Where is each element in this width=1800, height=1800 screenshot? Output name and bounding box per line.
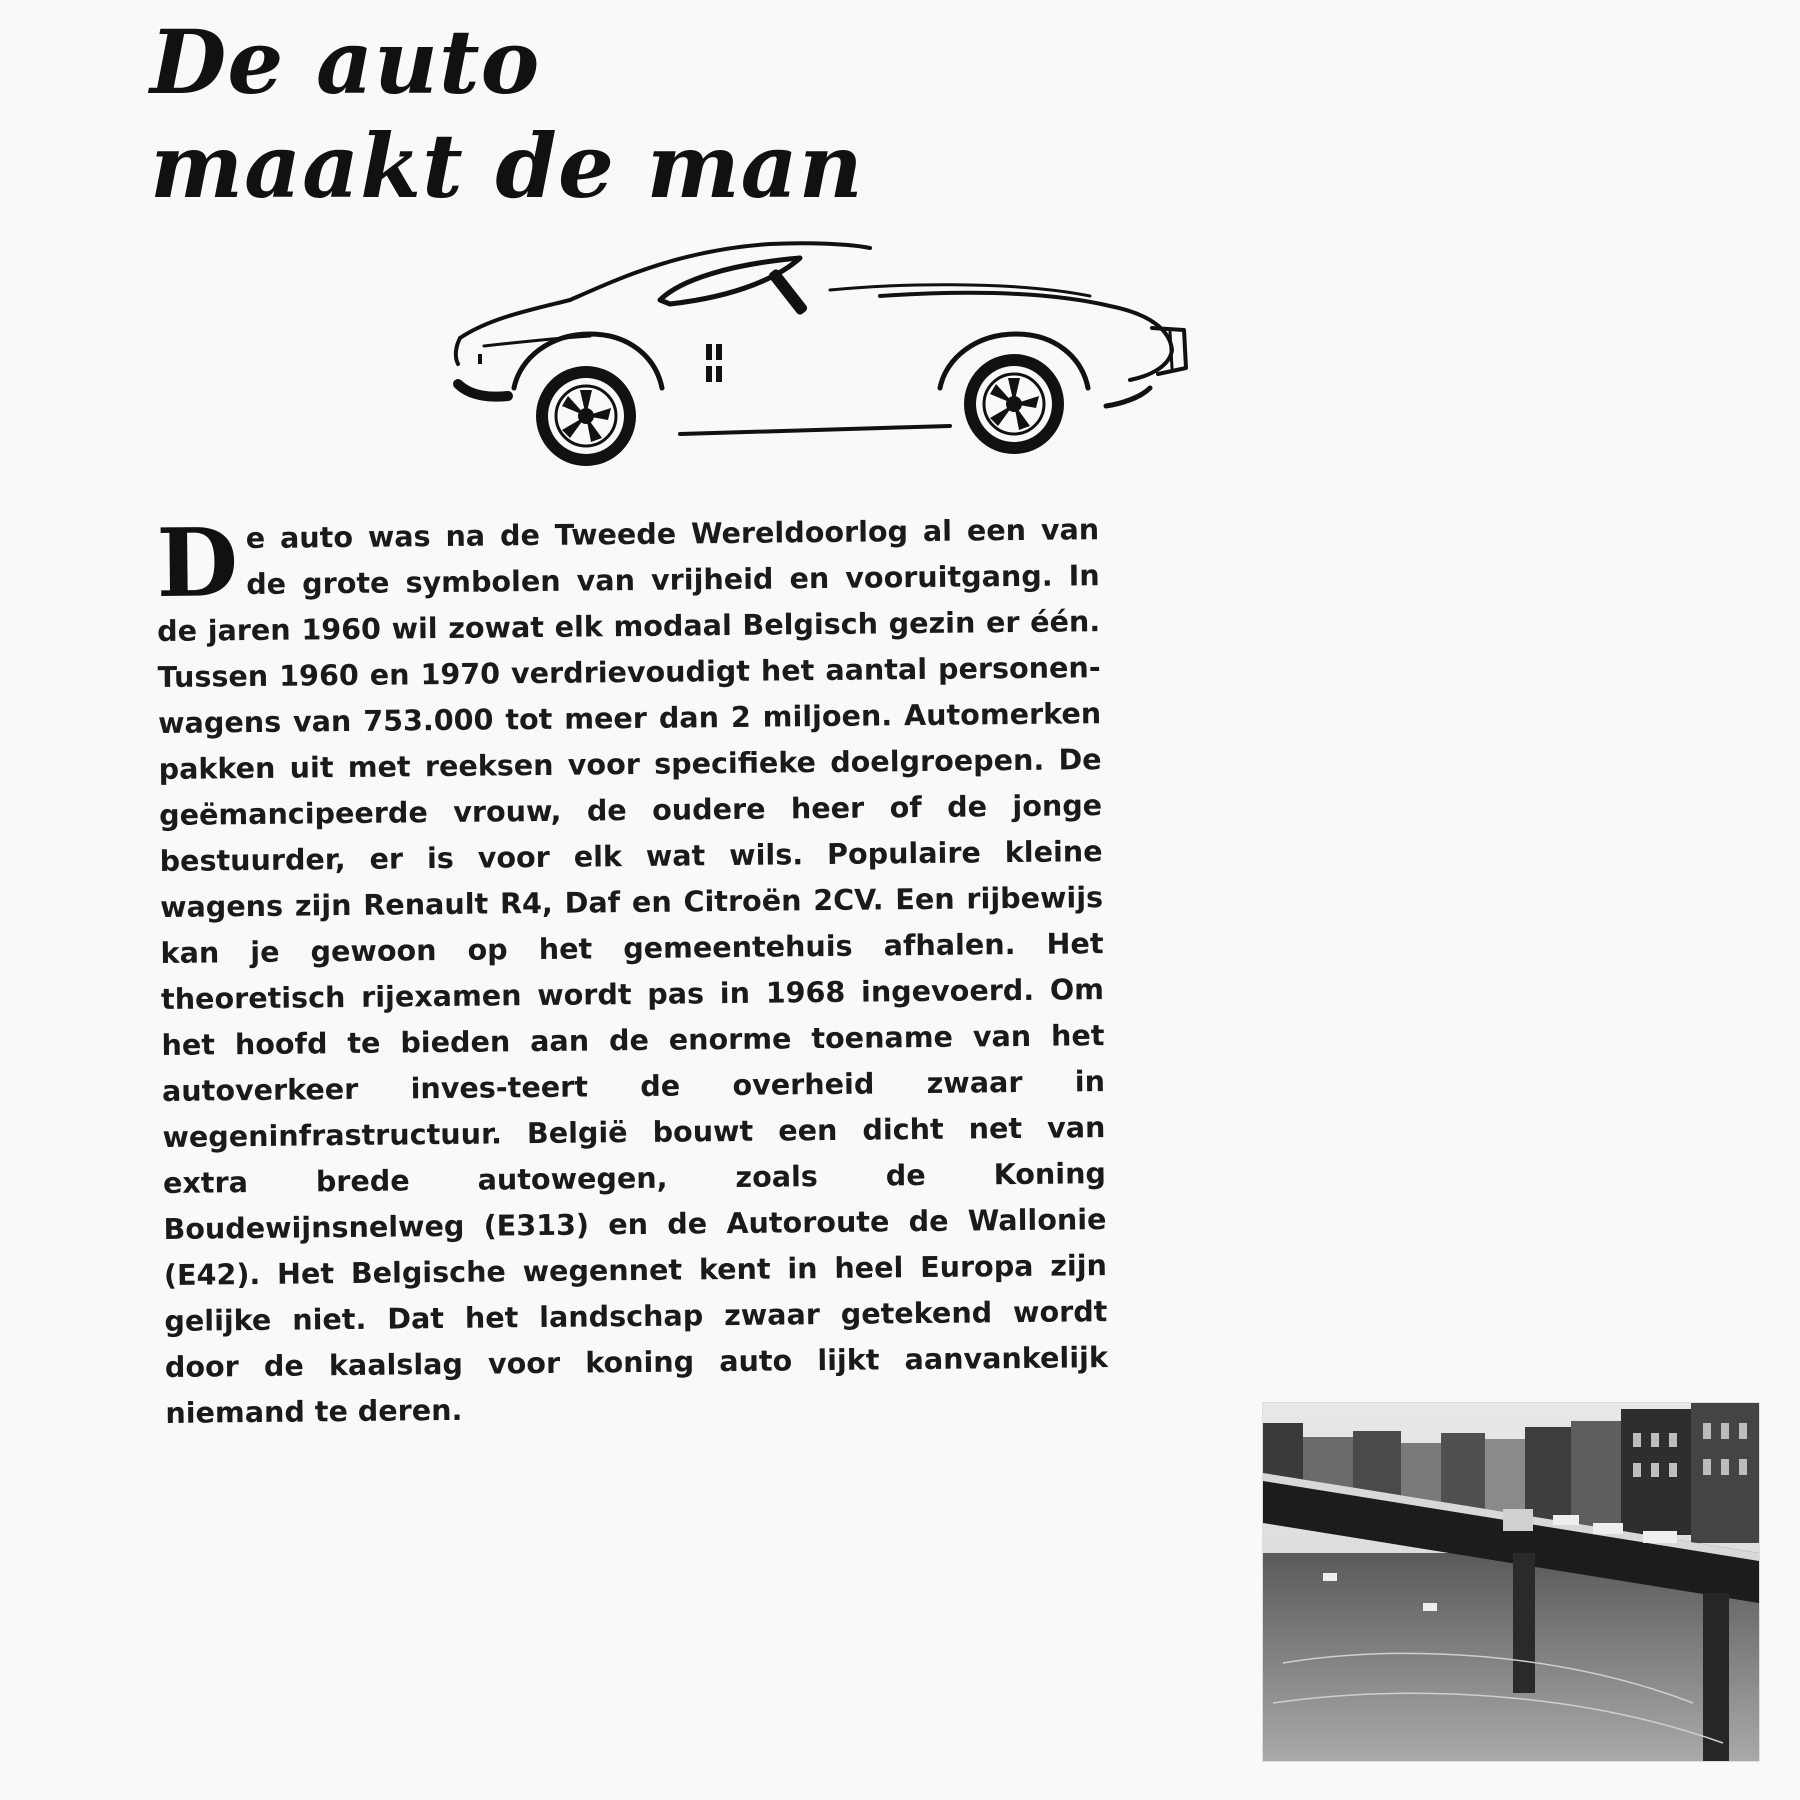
- car-illustration: [450, 238, 1240, 478]
- article-text: [156, 506, 1109, 1436]
- rear-wheel-icon: [964, 354, 1064, 454]
- title-line-1: De auto: [150, 10, 541, 114]
- article-body: e auto was na de Tweede Wereldoorlog al een van de grote symbolen van vrijheid en vooruitgang. In de jaren 1960 wil zowat elk modaal Belgisch gezin er één. Tussen 1960 en 1970 verdrievoudigt het aantal personen-wagens van 753.000 tot meer dan 2 miljoen. Automerken pakken uit met reeksen voor specifieke doelgroepen. De geëmancipeerde vrouw, de oudere heer of de jonge bestuurder, er is voor elk wat wils. Populaire kleine wagens zijn Renault R4, Daf en Citroën 2CV. Een rijbewijs kan je gewoon op het gemeentehuis afhalen. Het theoretisch rijexamen wordt pas in 1968 ingevoerd. Om het hoofd te bieden aan de enorme toename van het autoverkeer inves-teert de overheid zwaar in wegeninfrastructuur. België bouwt een dicht net van extra brede autowegen, zoals de Koning Boudewijnsnelweg (E313) en de Autoroute de Wallonie (E42). Het Belgische wegennet kent in heel Europa zijn gelijke niet. Dat het landschap zwaar getekend wordt door de kaalslag voor koning auto lijkt aanvankelijk niemand te deren.: [157, 512, 1109, 1430]
- highway-photo: [1262, 1402, 1760, 1762]
- title-line-2: maakt de man: [150, 114, 864, 218]
- page-title: [150, 10, 864, 218]
- drop-cap: D: [155, 508, 239, 619]
- front-wheel-icon: [536, 366, 636, 466]
